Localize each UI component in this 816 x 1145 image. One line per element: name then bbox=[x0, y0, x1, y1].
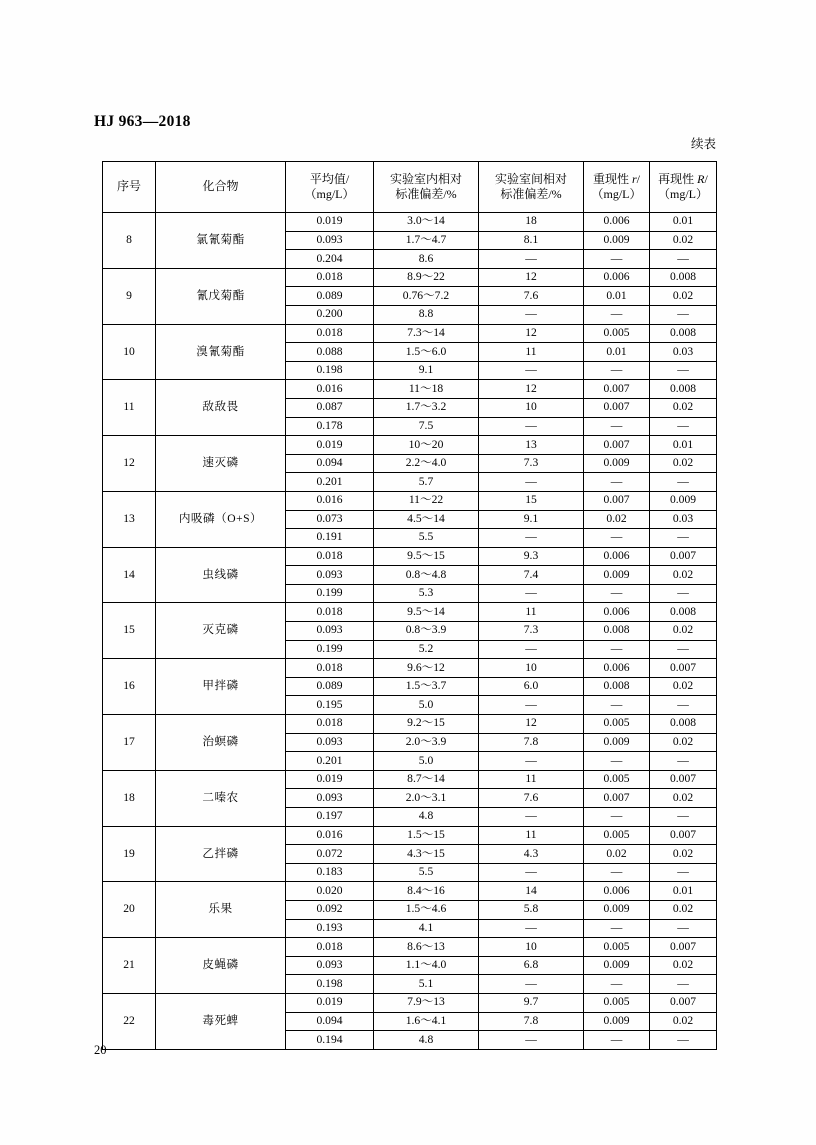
cell-reproducibility: 0.02 bbox=[650, 677, 717, 696]
cell-intra-lab-rsd: 5.7 bbox=[374, 473, 479, 492]
cell-intra-lab-rsd: 2.0～3.1 bbox=[374, 789, 479, 808]
cell-inter-lab-rsd: 11 bbox=[479, 826, 584, 845]
cell-inter-lab-rsd: 7.4 bbox=[479, 566, 584, 585]
column-header-intra-lab-rsd bbox=[374, 162, 479, 213]
cell-reproducibility: — bbox=[650, 529, 717, 548]
cell-reproducibility: 0.02 bbox=[650, 789, 717, 808]
cell-index: 15 bbox=[103, 603, 156, 659]
cell-mean: 0.072 bbox=[286, 845, 374, 864]
cell-mean: 0.197 bbox=[286, 808, 374, 827]
cell-index: 20 bbox=[103, 882, 156, 938]
cell-index: 16 bbox=[103, 659, 156, 715]
cell-reproducibility: 0.01 bbox=[650, 213, 717, 232]
cell-inter-lab-rsd: 6.8 bbox=[479, 956, 584, 975]
standard-code-header: HJ 963—2018 bbox=[94, 113, 191, 130]
table-row bbox=[103, 436, 717, 455]
cell-intra-lab-rsd: 7.9～13 bbox=[374, 993, 479, 1012]
cell-intra-lab-rsd: 8.7～14 bbox=[374, 770, 479, 789]
cell-reproducibility: 0.007 bbox=[650, 547, 717, 566]
cell-intra-lab-rsd: 0.76～7.2 bbox=[374, 287, 479, 306]
cell-repeatability: 0.009 bbox=[584, 566, 650, 585]
cell-intra-lab-rsd: 9.5～14 bbox=[374, 603, 479, 622]
cell-mean: 0.200 bbox=[286, 305, 374, 324]
cell-index: 22 bbox=[103, 993, 156, 1049]
cell-inter-lab-rsd: 15 bbox=[479, 491, 584, 510]
cell-inter-lab-rsd: — bbox=[479, 473, 584, 492]
cell-intra-lab-rsd: 0.8～4.8 bbox=[374, 566, 479, 585]
table-body bbox=[103, 213, 717, 1050]
cell-reproducibility: 0.007 bbox=[650, 826, 717, 845]
cell-reproducibility: 0.02 bbox=[650, 956, 717, 975]
cell-intra-lab-rsd: 1.5～3.7 bbox=[374, 677, 479, 696]
cell-reproducibility: 0.008 bbox=[650, 268, 717, 287]
cell-intra-lab-rsd: 5.2 bbox=[374, 640, 479, 659]
cell-reproducibility: — bbox=[650, 696, 717, 715]
cell-repeatability: — bbox=[584, 919, 650, 938]
cell-intra-lab-rsd: 5.1 bbox=[374, 975, 479, 994]
cell-repeatability: 0.009 bbox=[584, 454, 650, 473]
cell-index: 17 bbox=[103, 715, 156, 771]
cell-mean: 0.094 bbox=[286, 454, 374, 473]
cell-intra-lab-rsd: 0.8～3.9 bbox=[374, 622, 479, 641]
cell-reproducibility: 0.02 bbox=[650, 231, 717, 250]
cell-inter-lab-rsd: — bbox=[479, 696, 584, 715]
cell-intra-lab-rsd: 10～20 bbox=[374, 436, 479, 455]
cell-repeatability: 0.006 bbox=[584, 268, 650, 287]
cell-reproducibility: 0.02 bbox=[650, 622, 717, 641]
cell-repeatability: 0.006 bbox=[584, 659, 650, 678]
cell-repeatability: 0.008 bbox=[584, 622, 650, 641]
cell-mean: 0.019 bbox=[286, 213, 374, 232]
cell-intra-lab-rsd: 1.5～4.6 bbox=[374, 900, 479, 919]
cell-inter-lab-rsd: 11 bbox=[479, 343, 584, 362]
cell-inter-lab-rsd: — bbox=[479, 305, 584, 324]
cell-mean: 0.019 bbox=[286, 436, 374, 455]
cell-repeatability: 0.005 bbox=[584, 938, 650, 957]
cell-inter-lab-rsd: 7.3 bbox=[479, 454, 584, 473]
cell-inter-lab-rsd: 13 bbox=[479, 436, 584, 455]
cell-mean: 0.201 bbox=[286, 473, 374, 492]
cell-repeatability: 0.007 bbox=[584, 398, 650, 417]
cell-mean: 0.018 bbox=[286, 715, 374, 734]
cell-inter-lab-rsd: 12 bbox=[479, 268, 584, 287]
cell-inter-lab-rsd: 12 bbox=[479, 324, 584, 343]
cell-repeatability: 0.009 bbox=[584, 733, 650, 752]
cell-compound: 毒死蜱 bbox=[156, 993, 286, 1049]
cell-inter-lab-rsd: — bbox=[479, 919, 584, 938]
cell-mean: 0.093 bbox=[286, 956, 374, 975]
cell-repeatability: 0.008 bbox=[584, 677, 650, 696]
cell-reproducibility: — bbox=[650, 975, 717, 994]
cell-reproducibility: 0.007 bbox=[650, 659, 717, 678]
cell-reproducibility: — bbox=[650, 305, 717, 324]
precision-data-table bbox=[102, 161, 717, 1050]
cell-intra-lab-rsd: 1.5～15 bbox=[374, 826, 479, 845]
cell-compound: 治螟磷 bbox=[156, 715, 286, 771]
cell-mean: 0.191 bbox=[286, 529, 374, 548]
cell-index: 18 bbox=[103, 770, 156, 826]
cell-reproducibility: 0.03 bbox=[650, 510, 717, 529]
cell-repeatability: — bbox=[584, 752, 650, 771]
cell-repeatability: 0.02 bbox=[584, 510, 650, 529]
cell-intra-lab-rsd: 8.4～16 bbox=[374, 882, 479, 901]
cell-inter-lab-rsd: 10 bbox=[479, 659, 584, 678]
column-header-intra-lab-rsd-line1: 实验室内相对 bbox=[389, 171, 462, 186]
cell-reproducibility: 0.008 bbox=[650, 603, 717, 622]
cell-mean: 0.092 bbox=[286, 900, 374, 919]
table-row bbox=[103, 491, 717, 510]
cell-inter-lab-rsd: — bbox=[479, 529, 584, 548]
cell-reproducibility: 0.01 bbox=[650, 436, 717, 455]
column-header-repeatability bbox=[584, 162, 650, 213]
continuation-table-label: 续表 bbox=[690, 137, 716, 151]
cell-inter-lab-rsd: 10 bbox=[479, 938, 584, 957]
cell-inter-lab-rsd: 10 bbox=[479, 398, 584, 417]
cell-inter-lab-rsd: 11 bbox=[479, 770, 584, 789]
cell-repeatability: — bbox=[584, 250, 650, 269]
cell-inter-lab-rsd: — bbox=[479, 1031, 584, 1050]
cell-compound: 氰戊菊酯 bbox=[156, 268, 286, 324]
cell-compound: 氯氰菊酯 bbox=[156, 213, 286, 269]
cell-index: 14 bbox=[103, 547, 156, 603]
cell-reproducibility: 0.02 bbox=[650, 566, 717, 585]
cell-intra-lab-rsd: 1.7～4.7 bbox=[374, 231, 479, 250]
cell-mean: 0.201 bbox=[286, 752, 374, 771]
cell-reproducibility: 0.007 bbox=[650, 938, 717, 957]
cell-index: 10 bbox=[103, 324, 156, 380]
cell-inter-lab-rsd: — bbox=[479, 640, 584, 659]
cell-intra-lab-rsd: 11～22 bbox=[374, 491, 479, 510]
cell-reproducibility: 0.03 bbox=[650, 343, 717, 362]
cell-mean: 0.087 bbox=[286, 398, 374, 417]
cell-repeatability: — bbox=[584, 473, 650, 492]
cell-mean: 0.093 bbox=[286, 231, 374, 250]
cell-intra-lab-rsd: 1.7～3.2 bbox=[374, 398, 479, 417]
cell-mean: 0.199 bbox=[286, 584, 374, 603]
cell-intra-lab-rsd: 7.5 bbox=[374, 417, 479, 436]
cell-repeatability: — bbox=[584, 305, 650, 324]
cell-inter-lab-rsd: 9.1 bbox=[479, 510, 584, 529]
cell-mean: 0.088 bbox=[286, 343, 374, 362]
cell-reproducibility: — bbox=[650, 1031, 717, 1050]
cell-repeatability: 0.005 bbox=[584, 715, 650, 734]
cell-intra-lab-rsd: 3.0～14 bbox=[374, 213, 479, 232]
cell-repeatability: 0.009 bbox=[584, 1012, 650, 1031]
cell-reproducibility: — bbox=[650, 808, 717, 827]
cell-mean: 0.198 bbox=[286, 975, 374, 994]
cell-intra-lab-rsd: 5.3 bbox=[374, 584, 479, 603]
column-header-mean-line1: 平均值/ bbox=[309, 171, 350, 186]
cell-intra-lab-rsd: 2.0～3.9 bbox=[374, 733, 479, 752]
column-header-repeatability-line1: 重现性 r/ bbox=[592, 171, 641, 186]
cell-repeatability: — bbox=[584, 417, 650, 436]
cell-inter-lab-rsd: — bbox=[479, 417, 584, 436]
table-row bbox=[103, 826, 717, 845]
cell-intra-lab-rsd: 9.2～15 bbox=[374, 715, 479, 734]
cell-intra-lab-rsd: 9.1 bbox=[374, 361, 479, 380]
cell-intra-lab-rsd: 5.0 bbox=[374, 696, 479, 715]
cell-inter-lab-rsd: 7.6 bbox=[479, 789, 584, 808]
cell-repeatability: 0.005 bbox=[584, 324, 650, 343]
cell-compound: 虫线磷 bbox=[156, 547, 286, 603]
cell-compound: 溴氰菊酯 bbox=[156, 324, 286, 380]
cell-inter-lab-rsd: 4.3 bbox=[479, 845, 584, 864]
cell-mean: 0.178 bbox=[286, 417, 374, 436]
cell-mean: 0.093 bbox=[286, 733, 374, 752]
cell-repeatability: — bbox=[584, 361, 650, 380]
cell-repeatability: 0.005 bbox=[584, 993, 650, 1012]
cell-repeatability: 0.007 bbox=[584, 789, 650, 808]
column-header-mean bbox=[286, 162, 374, 213]
column-header-reproducibility-line2: （mg/L） bbox=[658, 187, 708, 201]
cell-intra-lab-rsd: 4.5～14 bbox=[374, 510, 479, 529]
cell-inter-lab-rsd: — bbox=[479, 863, 584, 882]
cell-mean: 0.018 bbox=[286, 324, 374, 343]
column-header-inter-lab-rsd bbox=[479, 162, 584, 213]
cell-mean: 0.020 bbox=[286, 882, 374, 901]
cell-intra-lab-rsd: 1.5～6.0 bbox=[374, 343, 479, 362]
cell-intra-lab-rsd: 5.5 bbox=[374, 529, 479, 548]
cell-reproducibility: 0.02 bbox=[650, 454, 717, 473]
cell-intra-lab-rsd: 2.2～4.0 bbox=[374, 454, 479, 473]
cell-compound: 乐果 bbox=[156, 882, 286, 938]
table-row bbox=[103, 882, 717, 901]
column-header-compound bbox=[156, 162, 286, 213]
cell-repeatability: — bbox=[584, 863, 650, 882]
table-row bbox=[103, 380, 717, 399]
cell-inter-lab-rsd: 5.8 bbox=[479, 900, 584, 919]
cell-mean: 0.093 bbox=[286, 566, 374, 585]
cell-repeatability: 0.006 bbox=[584, 882, 650, 901]
cell-reproducibility: — bbox=[650, 361, 717, 380]
cell-reproducibility: 0.007 bbox=[650, 993, 717, 1012]
table-row bbox=[103, 993, 717, 1012]
cell-reproducibility: — bbox=[650, 417, 717, 436]
cell-mean: 0.018 bbox=[286, 938, 374, 957]
cell-mean: 0.195 bbox=[286, 696, 374, 715]
cell-inter-lab-rsd: — bbox=[479, 975, 584, 994]
cell-repeatability: — bbox=[584, 529, 650, 548]
cell-intra-lab-rsd: 8.6 bbox=[374, 250, 479, 269]
cell-inter-lab-rsd: — bbox=[479, 808, 584, 827]
cell-intra-lab-rsd: 1.1～4.0 bbox=[374, 956, 479, 975]
cell-repeatability: 0.005 bbox=[584, 770, 650, 789]
cell-repeatability: 0.006 bbox=[584, 213, 650, 232]
column-header-reproducibility bbox=[650, 162, 717, 213]
cell-intra-lab-rsd: 5.5 bbox=[374, 863, 479, 882]
cell-intra-lab-rsd: 11～18 bbox=[374, 380, 479, 399]
cell-compound: 灭克磷 bbox=[156, 603, 286, 659]
cell-repeatability: 0.01 bbox=[584, 343, 650, 362]
column-header-reproducibility-line1: 再现性 R/ bbox=[658, 171, 708, 186]
cell-intra-lab-rsd: 8.8 bbox=[374, 305, 479, 324]
cell-compound: 皮蝇磷 bbox=[156, 938, 286, 994]
table-row bbox=[103, 659, 717, 678]
cell-compound: 速灭磷 bbox=[156, 436, 286, 492]
cell-compound: 敌敌畏 bbox=[156, 380, 286, 436]
table-row bbox=[103, 268, 717, 287]
cell-inter-lab-rsd: 12 bbox=[479, 715, 584, 734]
table-row bbox=[103, 324, 717, 343]
cell-intra-lab-rsd: 4.8 bbox=[374, 1031, 479, 1050]
column-header-intra-lab-rsd-line2: 标准偏差/% bbox=[395, 187, 457, 201]
cell-mean: 0.089 bbox=[286, 287, 374, 306]
cell-repeatability: 0.009 bbox=[584, 956, 650, 975]
cell-repeatability: 0.009 bbox=[584, 900, 650, 919]
cell-repeatability: — bbox=[584, 640, 650, 659]
page-number: 20 bbox=[94, 1043, 107, 1057]
table-row bbox=[103, 603, 717, 622]
cell-mean: 0.199 bbox=[286, 640, 374, 659]
cell-reproducibility: 0.02 bbox=[650, 733, 717, 752]
cell-mean: 0.204 bbox=[286, 250, 374, 269]
cell-repeatability: 0.006 bbox=[584, 603, 650, 622]
cell-reproducibility: 0.008 bbox=[650, 715, 717, 734]
cell-repeatability: — bbox=[584, 1031, 650, 1050]
cell-mean: 0.018 bbox=[286, 547, 374, 566]
cell-compound: 二嗪农 bbox=[156, 770, 286, 826]
cell-intra-lab-rsd: 5.0 bbox=[374, 752, 479, 771]
cell-reproducibility: 0.008 bbox=[650, 380, 717, 399]
cell-repeatability: 0.007 bbox=[584, 491, 650, 510]
cell-compound: 乙拌磷 bbox=[156, 826, 286, 882]
cell-mean: 0.194 bbox=[286, 1031, 374, 1050]
cell-index: 13 bbox=[103, 491, 156, 547]
cell-index: 12 bbox=[103, 436, 156, 492]
table-row bbox=[103, 715, 717, 734]
cell-reproducibility: — bbox=[650, 640, 717, 659]
cell-reproducibility: 0.01 bbox=[650, 882, 717, 901]
cell-mean: 0.016 bbox=[286, 491, 374, 510]
cell-mean: 0.183 bbox=[286, 863, 374, 882]
cell-intra-lab-rsd: 4.8 bbox=[374, 808, 479, 827]
cell-inter-lab-rsd: 7.8 bbox=[479, 733, 584, 752]
cell-index: 21 bbox=[103, 938, 156, 994]
cell-reproducibility: 0.02 bbox=[650, 1012, 717, 1031]
cell-mean: 0.018 bbox=[286, 659, 374, 678]
column-header-index-line1: 序号 bbox=[116, 179, 141, 194]
cell-reproducibility: — bbox=[650, 473, 717, 492]
cell-intra-lab-rsd: 4.3～15 bbox=[374, 845, 479, 864]
cell-repeatability: 0.009 bbox=[584, 231, 650, 250]
table-row bbox=[103, 938, 717, 957]
table-header bbox=[103, 162, 717, 213]
cell-mean: 0.089 bbox=[286, 677, 374, 696]
cell-inter-lab-rsd: — bbox=[479, 250, 584, 269]
cell-repeatability: — bbox=[584, 584, 650, 603]
cell-reproducibility: 0.02 bbox=[650, 287, 717, 306]
cell-repeatability: 0.005 bbox=[584, 826, 650, 845]
table-row bbox=[103, 770, 717, 789]
cell-inter-lab-rsd: — bbox=[479, 752, 584, 771]
cell-mean: 0.016 bbox=[286, 826, 374, 845]
column-header-mean-line2: （mg/L） bbox=[304, 187, 355, 201]
cell-reproducibility: 0.02 bbox=[650, 398, 717, 417]
cell-intra-lab-rsd: 4.1 bbox=[374, 919, 479, 938]
cell-repeatability: 0.007 bbox=[584, 380, 650, 399]
cell-inter-lab-rsd: 18 bbox=[479, 213, 584, 232]
cell-mean: 0.094 bbox=[286, 1012, 374, 1031]
cell-inter-lab-rsd: — bbox=[479, 361, 584, 380]
cell-intra-lab-rsd: 7.3～14 bbox=[374, 324, 479, 343]
cell-repeatability: 0.007 bbox=[584, 436, 650, 455]
cell-mean: 0.018 bbox=[286, 603, 374, 622]
cell-inter-lab-rsd: 8.1 bbox=[479, 231, 584, 250]
cell-reproducibility: — bbox=[650, 919, 717, 938]
cell-reproducibility: 0.02 bbox=[650, 900, 717, 919]
cell-inter-lab-rsd: 12 bbox=[479, 380, 584, 399]
cell-repeatability: — bbox=[584, 808, 650, 827]
cell-reproducibility: 0.008 bbox=[650, 324, 717, 343]
cell-reproducibility: 0.009 bbox=[650, 491, 717, 510]
column-header-compound-line1: 化合物 bbox=[202, 179, 239, 194]
column-header-inter-lab-rsd-line1: 实验室间相对 bbox=[494, 171, 567, 186]
cell-index: 19 bbox=[103, 826, 156, 882]
cell-intra-lab-rsd: 9.6～12 bbox=[374, 659, 479, 678]
cell-mean: 0.093 bbox=[286, 622, 374, 641]
cell-mean: 0.018 bbox=[286, 268, 374, 287]
cell-reproducibility: — bbox=[650, 752, 717, 771]
table-row bbox=[103, 547, 717, 566]
cell-reproducibility: 0.007 bbox=[650, 770, 717, 789]
cell-repeatability: — bbox=[584, 696, 650, 715]
cell-mean: 0.193 bbox=[286, 919, 374, 938]
cell-inter-lab-rsd: 9.7 bbox=[479, 993, 584, 1012]
cell-intra-lab-rsd: 8.9～22 bbox=[374, 268, 479, 287]
cell-inter-lab-rsd: 11 bbox=[479, 603, 584, 622]
cell-repeatability: — bbox=[584, 975, 650, 994]
cell-inter-lab-rsd: 6.0 bbox=[479, 677, 584, 696]
column-header-repeatability-line2: （mg/L） bbox=[591, 187, 642, 201]
cell-index: 9 bbox=[103, 268, 156, 324]
cell-mean: 0.019 bbox=[286, 993, 374, 1012]
table-header-row bbox=[103, 162, 717, 213]
cell-repeatability: 0.01 bbox=[584, 287, 650, 306]
cell-reproducibility: — bbox=[650, 863, 717, 882]
cell-mean: 0.198 bbox=[286, 361, 374, 380]
cell-index: 11 bbox=[103, 380, 156, 436]
cell-reproducibility: — bbox=[650, 250, 717, 269]
cell-inter-lab-rsd: 7.8 bbox=[479, 1012, 584, 1031]
column-header-inter-lab-rsd-line2: 标准偏差/% bbox=[500, 187, 562, 201]
cell-compound: 甲拌磷 bbox=[156, 659, 286, 715]
cell-inter-lab-rsd: 9.3 bbox=[479, 547, 584, 566]
cell-mean: 0.016 bbox=[286, 380, 374, 399]
cell-inter-lab-rsd: 14 bbox=[479, 882, 584, 901]
cell-repeatability: 0.006 bbox=[584, 547, 650, 566]
cell-compound: 内吸磷（O+S） bbox=[156, 491, 286, 547]
table-row bbox=[103, 213, 717, 232]
cell-intra-lab-rsd: 8.6～13 bbox=[374, 938, 479, 957]
column-header-index bbox=[103, 162, 156, 213]
cell-inter-lab-rsd: 7.3 bbox=[479, 622, 584, 641]
cell-inter-lab-rsd: 7.6 bbox=[479, 287, 584, 306]
cell-mean: 0.093 bbox=[286, 789, 374, 808]
cell-reproducibility: — bbox=[650, 584, 717, 603]
cell-index: 8 bbox=[103, 213, 156, 269]
cell-inter-lab-rsd: — bbox=[479, 584, 584, 603]
cell-reproducibility: 0.02 bbox=[650, 845, 717, 864]
cell-repeatability: 0.02 bbox=[584, 845, 650, 864]
cell-mean: 0.073 bbox=[286, 510, 374, 529]
cell-intra-lab-rsd: 1.6～4.1 bbox=[374, 1012, 479, 1031]
cell-mean: 0.019 bbox=[286, 770, 374, 789]
cell-intra-lab-rsd: 9.5～15 bbox=[374, 547, 479, 566]
